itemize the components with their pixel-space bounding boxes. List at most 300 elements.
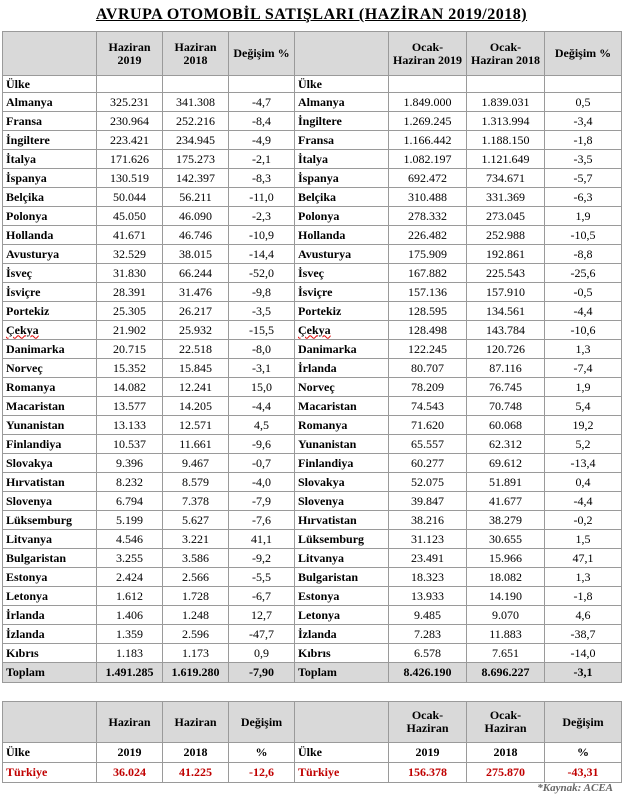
value-2018: 5.627 <box>163 511 229 530</box>
country-name: Fransa <box>295 131 389 150</box>
value-2018: 38.279 <box>467 511 545 530</box>
table-row <box>3 169 622 188</box>
value-2018: 273.045 <box>467 207 545 226</box>
country-name: Polonya <box>3 207 97 226</box>
country-name: Türkiye <box>3 763 97 783</box>
value-2019: 128.595 <box>389 302 467 321</box>
value-2019: 15.352 <box>97 359 163 378</box>
change-percent: -3,1 <box>229 359 295 378</box>
value-2018: 175.273 <box>163 150 229 169</box>
value-2018: 1.728 <box>163 587 229 606</box>
table-row <box>3 530 622 549</box>
country-name: İngiltere <box>3 131 97 150</box>
value-2018: 1.121.649 <box>467 150 545 169</box>
value-2019: 31.830 <box>97 264 163 283</box>
value-2018: 14.190 <box>467 587 545 606</box>
change-percent: -1,8 <box>545 587 622 606</box>
country-name: İtalya <box>295 150 389 169</box>
value-2018: 225.543 <box>467 264 545 283</box>
change-percent: -3,5 <box>229 302 295 321</box>
value-2019: 80.707 <box>389 359 467 378</box>
country-name: Almanya <box>3 93 97 112</box>
country-name: İspanya <box>3 169 97 188</box>
turkey-header-ocak-haziran: Ocak-Haziran <box>389 702 467 743</box>
total-label: Toplam <box>295 663 389 683</box>
change-percent: -9,2 <box>229 549 295 568</box>
value-2018: 18.082 <box>467 568 545 587</box>
country-name: Kıbrıs <box>295 644 389 663</box>
country-name: Hollanda <box>295 226 389 245</box>
country-name: Romanya <box>295 416 389 435</box>
value-2019: 167.882 <box>389 264 467 283</box>
country-name: Bulgaristan <box>3 549 97 568</box>
change-percent: 0,4 <box>545 473 622 492</box>
table-row <box>3 492 622 511</box>
value-2018: 1.839.031 <box>467 93 545 112</box>
table-row <box>3 93 622 112</box>
header-ocak-haziran-2019: Ocak-Haziran 2019 <box>389 32 467 76</box>
table-row <box>3 568 622 587</box>
country-name: Norveç <box>3 359 97 378</box>
table-row <box>3 625 622 644</box>
value-2018: 143.784 <box>467 321 545 340</box>
change-percent: -9,8 <box>229 283 295 302</box>
value-2018: 41.225 <box>163 763 229 783</box>
value-2019: 4.546 <box>97 530 163 549</box>
value-2019: 21.902 <box>97 321 163 340</box>
change-percent: -10,6 <box>545 321 622 340</box>
change-percent: -14,0 <box>545 644 622 663</box>
change-percent: -6,7 <box>229 587 295 606</box>
value-2019: 1.082.197 <box>389 150 467 169</box>
change-percent: -0,5 <box>545 283 622 302</box>
change-percent: -4,4 <box>545 492 622 511</box>
change-percent: 1,9 <box>545 378 622 397</box>
value-2019: 325.231 <box>97 93 163 112</box>
value-2019: 18.323 <box>389 568 467 587</box>
change-percent: -52,0 <box>229 264 295 283</box>
value-2019: 1.183 <box>97 644 163 663</box>
header-ocak-haziran-2018: Ocak-Haziran 2018 <box>467 32 545 76</box>
turkey-row <box>3 763 622 783</box>
value-2018: 3.586 <box>163 549 229 568</box>
change-percent: 0,5 <box>545 93 622 112</box>
change-percent: 12,7 <box>229 606 295 625</box>
table-row <box>3 397 622 416</box>
ulke-label: Ülke <box>3 76 97 93</box>
change-percent: -8,3 <box>229 169 295 188</box>
year-label: 2019 <box>389 743 467 763</box>
country-name: Lüksemburg <box>295 530 389 549</box>
value-2019: 9.396 <box>97 454 163 473</box>
country-name: Yunanistan <box>3 416 97 435</box>
value-2019: 1.491.285 <box>97 663 163 683</box>
year-label: 2018 <box>163 743 229 763</box>
country-name: Fransa <box>3 112 97 131</box>
country-name: Macaristan <box>295 397 389 416</box>
country-name: Slovenya <box>295 492 389 511</box>
change-percent: -3,1 <box>545 663 622 683</box>
header-empty <box>3 32 97 76</box>
value-2019: 14.082 <box>97 378 163 397</box>
change-percent: 1,9 <box>545 207 622 226</box>
value-2018: 30.655 <box>467 530 545 549</box>
ulke-label: Ülke <box>3 743 97 763</box>
country-name: İsveç <box>3 264 97 283</box>
value-2019: 9.485 <box>389 606 467 625</box>
turkey-subheader-row <box>3 743 622 763</box>
change-percent: -10,9 <box>229 226 295 245</box>
country-name: Hırvatistan <box>295 511 389 530</box>
value-2018: 3.221 <box>163 530 229 549</box>
value-2018: 76.745 <box>467 378 545 397</box>
value-2019: 310.488 <box>389 188 467 207</box>
value-2018: 46.746 <box>163 226 229 245</box>
total-label: Toplam <box>3 663 97 683</box>
country-name: Çekya <box>295 321 389 340</box>
change-percent: -10,5 <box>545 226 622 245</box>
value-2019: 5.199 <box>97 511 163 530</box>
table-row <box>3 112 622 131</box>
change-percent: -2,3 <box>229 207 295 226</box>
change-percent: -7,90 <box>229 663 295 683</box>
change-percent: -7,6 <box>229 511 295 530</box>
value-2019: 223.421 <box>97 131 163 150</box>
change-percent: 1,3 <box>545 568 622 587</box>
country-name: İzlanda <box>295 625 389 644</box>
table-row <box>3 454 622 473</box>
change-percent: -2,1 <box>229 150 295 169</box>
table-row <box>3 321 622 340</box>
country-name: İsviçre <box>3 283 97 302</box>
table-row <box>3 549 622 568</box>
value-2018: 70.748 <box>467 397 545 416</box>
value-2019: 1.166.442 <box>389 131 467 150</box>
value-2018: 66.244 <box>163 264 229 283</box>
value-2018: 46.090 <box>163 207 229 226</box>
change-percent: -38,7 <box>545 625 622 644</box>
value-2018: 25.932 <box>163 321 229 340</box>
value-2018: 7.378 <box>163 492 229 511</box>
value-2018: 8.579 <box>163 473 229 492</box>
country-name: Romanya <box>3 378 97 397</box>
change-percent: -12,6 <box>229 763 295 783</box>
value-2018: 9.467 <box>163 454 229 473</box>
value-2019: 122.245 <box>389 340 467 359</box>
table-row <box>3 226 622 245</box>
value-2018: 14.205 <box>163 397 229 416</box>
turkey-header-row <box>3 702 622 743</box>
value-2018: 1.619.280 <box>163 663 229 683</box>
change-percent: -9,6 <box>229 435 295 454</box>
country-name: Belçika <box>3 188 97 207</box>
table-row <box>3 188 622 207</box>
country-name: Avusturya <box>295 245 389 264</box>
change-percent: 41,1 <box>229 530 295 549</box>
change-percent: -4,4 <box>545 302 622 321</box>
value-2019: 7.283 <box>389 625 467 644</box>
value-2019: 157.136 <box>389 283 467 302</box>
country-name: Finlandiya <box>295 454 389 473</box>
country-name: İtalya <box>3 150 97 169</box>
country-name: Estonya <box>3 568 97 587</box>
value-2018: 22.518 <box>163 340 229 359</box>
country-name: Letonya <box>3 587 97 606</box>
year-label: 2018 <box>467 743 545 763</box>
value-2019: 2.424 <box>97 568 163 587</box>
country-name: Almanya <box>295 93 389 112</box>
table-row <box>3 511 622 530</box>
value-2019: 71.620 <box>389 416 467 435</box>
value-2018: 142.397 <box>163 169 229 188</box>
value-2018: 69.612 <box>467 454 545 473</box>
value-2019: 60.277 <box>389 454 467 473</box>
value-2018: 120.726 <box>467 340 545 359</box>
value-2019: 41.671 <box>97 226 163 245</box>
value-2018: 51.891 <box>467 473 545 492</box>
value-2019: 28.391 <box>97 283 163 302</box>
change-percent: 1,3 <box>545 340 622 359</box>
value-2018: 12.241 <box>163 378 229 397</box>
table-row <box>3 245 622 264</box>
value-2018: 38.015 <box>163 245 229 264</box>
value-2019: 1.359 <box>97 625 163 644</box>
change-percent: 5,4 <box>545 397 622 416</box>
country-name: Lüksemburg <box>3 511 97 530</box>
table-row <box>3 359 622 378</box>
change-percent: -8,4 <box>229 112 295 131</box>
percent-label: % <box>229 743 295 763</box>
value-2019: 175.909 <box>389 245 467 264</box>
change-percent: -6,3 <box>545 188 622 207</box>
value-2019: 78.209 <box>389 378 467 397</box>
value-2019: 39.847 <box>389 492 467 511</box>
value-2019: 65.557 <box>389 435 467 454</box>
change-percent: -3,5 <box>545 150 622 169</box>
change-percent: -11,0 <box>229 188 295 207</box>
country-name: İsviçre <box>295 283 389 302</box>
turkey-header-haziran: Haziran <box>163 702 229 743</box>
value-2018: 252.988 <box>467 226 545 245</box>
country-name: Hollanda <box>3 226 97 245</box>
change-percent: 1,5 <box>545 530 622 549</box>
country-name: Polonya <box>295 207 389 226</box>
country-name: İrlanda <box>295 359 389 378</box>
country-name: Litvanya <box>3 530 97 549</box>
value-2019: 25.305 <box>97 302 163 321</box>
change-percent: 15,0 <box>229 378 295 397</box>
change-percent: -5,5 <box>229 568 295 587</box>
page-title: AVRUPA OTOMOBİL SATIŞLARI (HAZİRAN 2019/2018) <box>95 6 528 23</box>
table-row <box>3 264 622 283</box>
change-percent: 4,6 <box>545 606 622 625</box>
value-2019: 1.612 <box>97 587 163 606</box>
country-name: Türkiye <box>295 763 389 783</box>
value-2018: 1.313.994 <box>467 112 545 131</box>
value-2019: 31.123 <box>389 530 467 549</box>
change-percent: 5,2 <box>545 435 622 454</box>
value-2019: 23.491 <box>389 549 467 568</box>
value-2019: 1.406 <box>97 606 163 625</box>
value-2019: 74.543 <box>389 397 467 416</box>
table-row <box>3 131 622 150</box>
value-2019: 36.024 <box>97 763 163 783</box>
turkey-header-ocak-haziran: Ocak-Haziran <box>467 702 545 743</box>
value-2018: 275.870 <box>467 763 545 783</box>
table-row <box>3 606 622 625</box>
value-2019: 6.578 <box>389 644 467 663</box>
country-name: Estonya <box>295 587 389 606</box>
country-name: Slovakya <box>3 454 97 473</box>
change-percent: -43,31 <box>545 763 622 783</box>
value-2018: 12.571 <box>163 416 229 435</box>
change-percent: -1,8 <box>545 131 622 150</box>
table-header-row <box>3 32 622 76</box>
value-2018: 11.661 <box>163 435 229 454</box>
value-2019: 8.426.190 <box>389 663 467 683</box>
change-percent: -4,4 <box>229 397 295 416</box>
value-2018: 2.596 <box>163 625 229 644</box>
country-name: İzlanda <box>3 625 97 644</box>
value-2018: 9.070 <box>467 606 545 625</box>
value-2019: 6.794 <box>97 492 163 511</box>
value-2019: 692.472 <box>389 169 467 188</box>
country-name: Portekiz <box>3 302 97 321</box>
change-percent: 47,1 <box>545 549 622 568</box>
change-percent: -4,7 <box>229 93 295 112</box>
value-2019: 13.577 <box>97 397 163 416</box>
value-2019: 226.482 <box>389 226 467 245</box>
country-name: Avusturya <box>3 245 97 264</box>
turkey-header-degisim: Değişim <box>229 702 295 743</box>
value-2018: 62.312 <box>467 435 545 454</box>
value-2019: 156.378 <box>389 763 467 783</box>
value-2019: 32.529 <box>97 245 163 264</box>
header-haziran-2019: Haziran 2019 <box>97 32 163 76</box>
country-name: Hırvatistan <box>3 473 97 492</box>
value-2019: 50.044 <box>97 188 163 207</box>
table-row <box>3 587 622 606</box>
value-2018: 7.651 <box>467 644 545 663</box>
value-2018: 1.188.150 <box>467 131 545 150</box>
change-percent: -4,0 <box>229 473 295 492</box>
country-name: Letonya <box>295 606 389 625</box>
value-2018: 41.677 <box>467 492 545 511</box>
country-name: Portekiz <box>295 302 389 321</box>
change-percent: -5,7 <box>545 169 622 188</box>
value-2018: 341.308 <box>163 93 229 112</box>
country-name: Slovakya <box>295 473 389 492</box>
value-2018: 56.211 <box>163 188 229 207</box>
change-percent: -13,4 <box>545 454 622 473</box>
value-2018: 157.910 <box>467 283 545 302</box>
year-label: 2019 <box>97 743 163 763</box>
country-name: Yunanistan <box>295 435 389 454</box>
value-2018: 26.217 <box>163 302 229 321</box>
country-name: Slovenya <box>3 492 97 511</box>
country-name: Kıbrıs <box>3 644 97 663</box>
ulke-label: Ülke <box>295 743 389 763</box>
value-2019: 52.075 <box>389 473 467 492</box>
percent-label: % <box>545 743 622 763</box>
value-2018: 2.566 <box>163 568 229 587</box>
country-name: Finlandiya <box>3 435 97 454</box>
value-2018: 87.116 <box>467 359 545 378</box>
change-percent: -15,5 <box>229 321 295 340</box>
value-2018: 15.966 <box>467 549 545 568</box>
ulke-label: Ülke <box>295 76 389 93</box>
value-2018: 1.248 <box>163 606 229 625</box>
value-2018: 331.369 <box>467 188 545 207</box>
value-2018: 8.696.227 <box>467 663 545 683</box>
table-row <box>3 435 622 454</box>
change-percent: -4,9 <box>229 131 295 150</box>
value-2018: 134.561 <box>467 302 545 321</box>
header-haziran-2018: Haziran 2018 <box>163 32 229 76</box>
value-2019: 10.537 <box>97 435 163 454</box>
header-empty <box>295 32 389 76</box>
value-2019: 3.255 <box>97 549 163 568</box>
table-row <box>3 340 622 359</box>
country-name: Norveç <box>295 378 389 397</box>
value-2018: 31.476 <box>163 283 229 302</box>
change-percent: -7,9 <box>229 492 295 511</box>
turkey-header-degisim: Değişim <box>545 702 622 743</box>
table-row <box>3 207 622 226</box>
value-2019: 230.964 <box>97 112 163 131</box>
table-row <box>3 473 622 492</box>
value-2018: 234.945 <box>163 131 229 150</box>
value-2019: 1.849.000 <box>389 93 467 112</box>
ulke-label-row <box>3 76 622 93</box>
table-row <box>3 283 622 302</box>
country-name: Danimarka <box>3 340 97 359</box>
value-2019: 171.626 <box>97 150 163 169</box>
table-row <box>3 644 622 663</box>
country-name: İrlanda <box>3 606 97 625</box>
value-2019: 13.133 <box>97 416 163 435</box>
header-degisim: Değişim % <box>545 32 622 76</box>
value-2018: 15.845 <box>163 359 229 378</box>
total-row <box>3 663 622 683</box>
change-percent: -7,4 <box>545 359 622 378</box>
change-percent: -8,8 <box>545 245 622 264</box>
country-name: Macaristan <box>3 397 97 416</box>
table-row <box>3 378 622 397</box>
sales-table <box>2 31 622 683</box>
value-2018: 60.068 <box>467 416 545 435</box>
country-name: İsveç <box>295 264 389 283</box>
country-name: Çekya <box>3 321 97 340</box>
country-name: İngiltere <box>295 112 389 131</box>
header-degisim: Değişim % <box>229 32 295 76</box>
change-percent: 0,9 <box>229 644 295 663</box>
value-2019: 8.232 <box>97 473 163 492</box>
value-2018: 192.861 <box>467 245 545 264</box>
source-note: *Kaynak: ACEA <box>537 782 613 794</box>
change-percent: -3,4 <box>545 112 622 131</box>
country-name: İspanya <box>295 169 389 188</box>
change-percent: -47,7 <box>229 625 295 644</box>
value-2019: 13.933 <box>389 587 467 606</box>
change-percent: 4,5 <box>229 416 295 435</box>
value-2019: 278.332 <box>389 207 467 226</box>
table-row <box>3 302 622 321</box>
country-name: Danimarka <box>295 340 389 359</box>
country-name: Bulgaristan <box>295 568 389 587</box>
change-percent: -0,2 <box>545 511 622 530</box>
change-percent: -8,0 <box>229 340 295 359</box>
